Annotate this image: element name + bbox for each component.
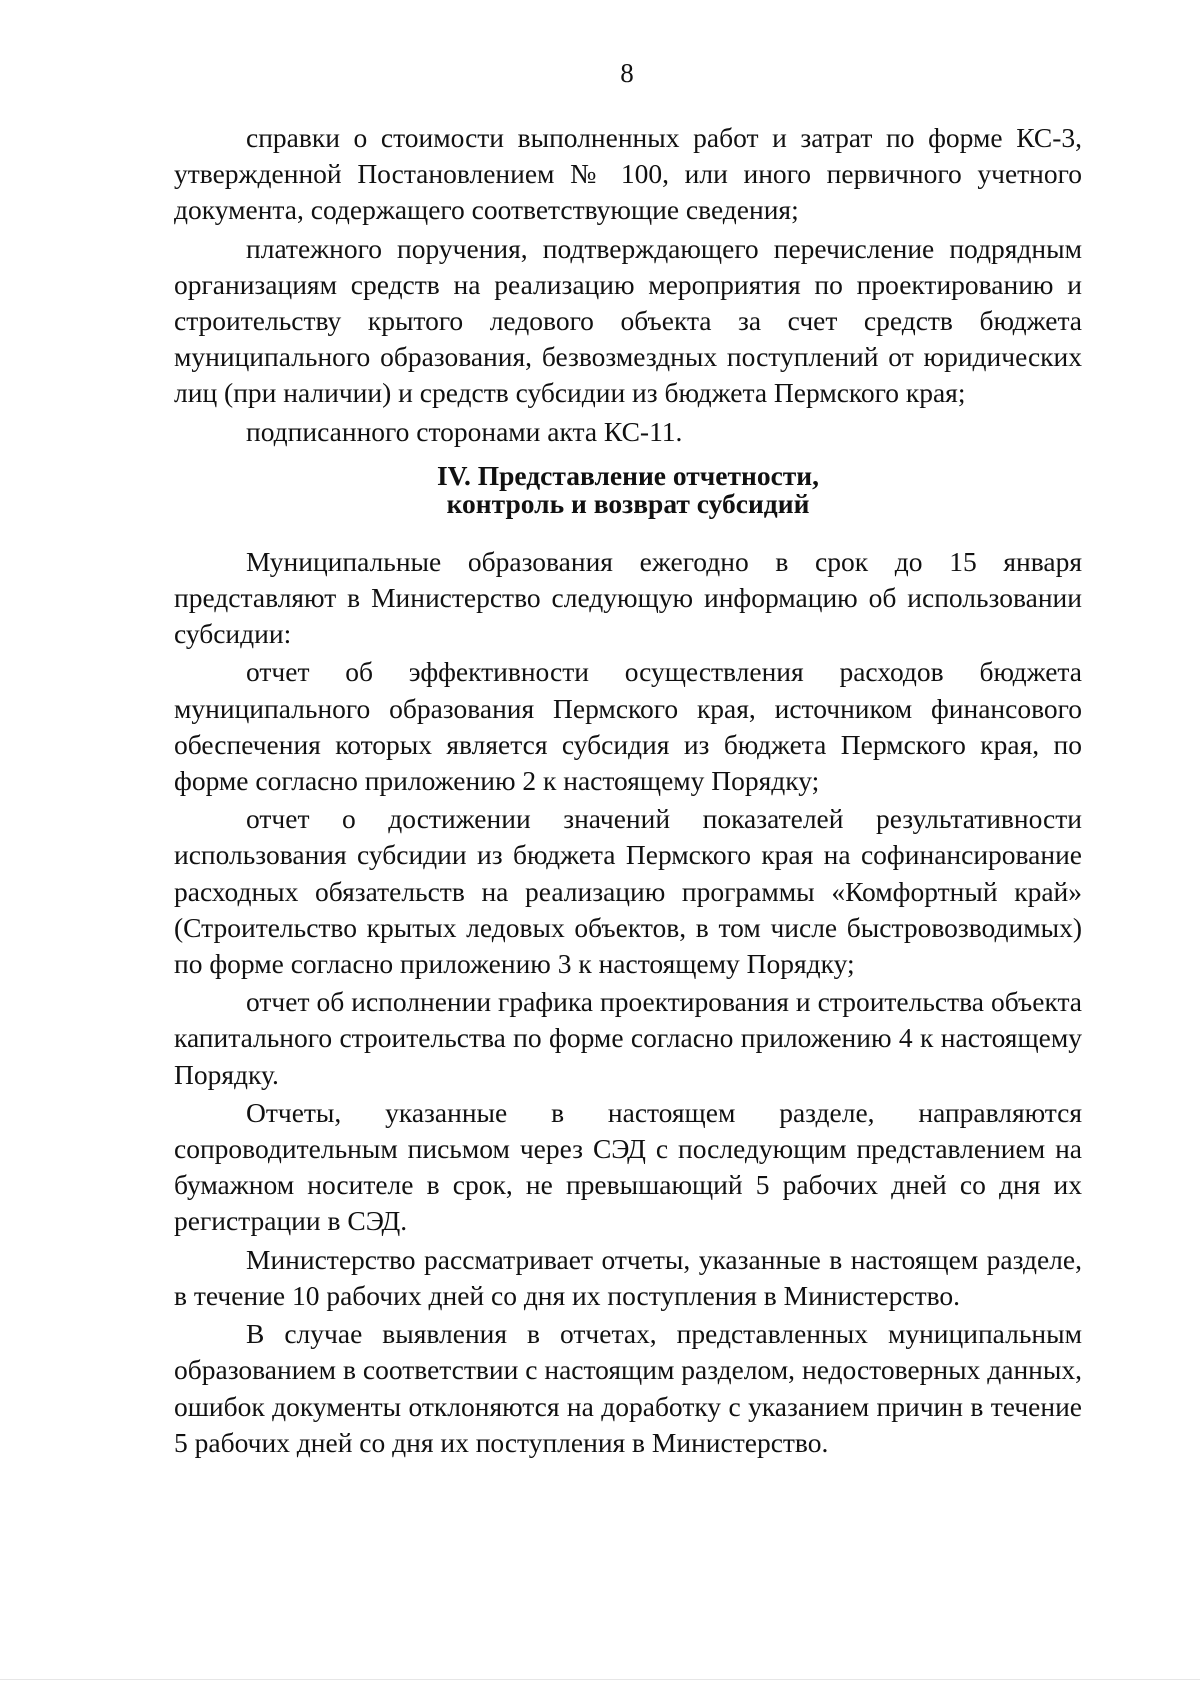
paragraph-ministry-review: Министерство рассматривает отчеты, указанные в настоящем разделе, в течение 10 рабочих дней со дня их поступления в Министерство. — [174, 1243, 1082, 1311]
page-number: 8 — [620, 58, 634, 88]
section-heading-line-1: IV. Представление отчетности, — [436, 459, 820, 491]
paragraph-ks3-certificate: справки о стоимости выполненных работ и затрат по форме КС-3, утвержденной Постановлением № 100, или иного первичного учетного документа, содержащего соответствующие сведения; — [174, 122, 1082, 226]
paragraph-performance-report: отчет о достижении значений показателей результативности использования субсидии из бюджета Пермского края на софинансирование расходных обязательств на реализацию программы «Комфортный край» (Строительство крытых ледовых объектов, в том числе быстровозводимых) по форме согласно приложению 3 к настоящему Порядку; — [174, 803, 1082, 980]
paragraph-reports-submission: Отчеты, указанные в настоящем разделе, направляются сопроводительным письмом через СЭД с последующим представлением на бумажном носителе в срок, не превышающий 5 рабочих дней со дня их регистрации в СЭД. — [174, 1096, 1082, 1237]
paragraph-errors-rework: В случае выявления в отчетах, представленных муниципальным образованием в соответствии с настоящим разделом, недостоверных данных, ошибок документы отклоняются на доработку с указанием причин в течение 5 рабочих дней со дня их поступления в Министерство. — [174, 1318, 1082, 1458]
paragraph-efficiency-report: отчет об эффективности осуществления расходов бюджета муниципального образования Пермского края, источником финансового обеспечения которых является субсидия из бюджета Пермского края, по форме согласно приложению 2 к настоящему Порядку; — [174, 656, 1082, 797]
paragraph-payment-order: платежного поручения, подтверждающего перечисление подрядным организациям средств на реализацию мероприятия по проектированию и строительству крытого ледового объекта за счет средств бюджета муниципального образования, безвозмездных поступлений от юридических лиц (при наличии) и средств субсидии из бюджета Пермского края; — [174, 232, 1082, 409]
document-body — [174, 120, 1082, 1461]
paragraph-ks11-act: подписанного сторонами акта КС-11. — [246, 415, 683, 447]
section-heading — [174, 459, 1082, 519]
scan-edge-line — [0, 1679, 1200, 1680]
paragraph-annual-reporting: Муниципальные образования ежегодно в срок до 15 января представляют в Министерство следующую информацию об использовании субсидии: — [174, 545, 1082, 650]
paragraph-schedule-report: отчет об исполнении графика проектирования и строительства объекта капитального строительства по форме согласно приложению 4 к настоящему Порядку. — [174, 986, 1082, 1090]
section-heading-line-2: контроль и возврат субсидий — [446, 487, 810, 519]
